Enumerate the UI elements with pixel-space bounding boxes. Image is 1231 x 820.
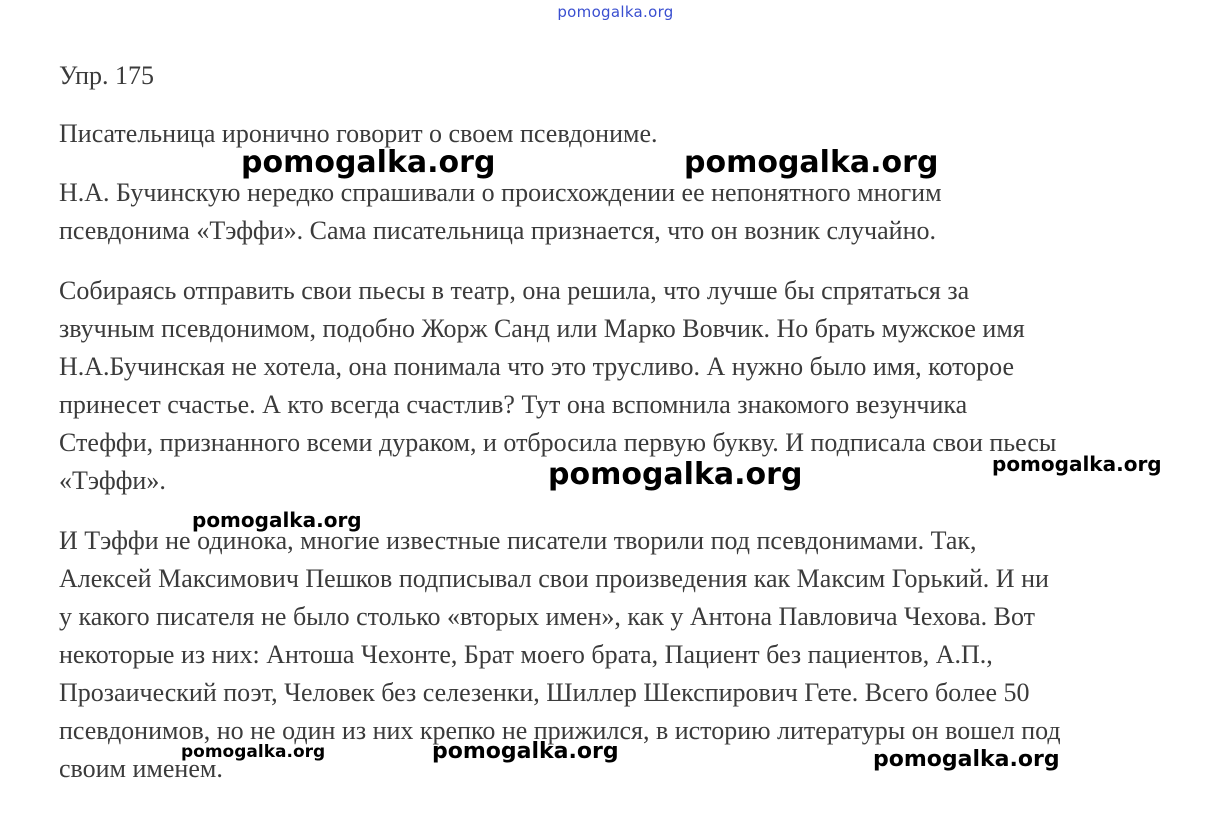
paragraph-line: Писательница иронично говорит о своем псевдониме. [59,119,658,148]
watermark: pomogalka.org [192,508,362,532]
paragraph-line: Прозаический поэт, Человек без селезенки, Шиллер Шекспирович Гете. Всего более 50 [59,678,1030,707]
watermark: pomogalka.org [241,145,496,180]
paragraph-line: «Тэффи». [59,466,166,495]
header-watermark: pomogalka.org [557,3,674,21]
paragraph-line: Н.А.Бучинская не хотела, она понимала что это трусливо. А нужно было имя, которое [59,352,1015,381]
watermark: pomogalka.org [992,452,1162,476]
paragraph-line: Собираясь отправить свои пьесы в театр, она решила, что лучше бы спрятаться за [59,276,970,305]
paragraph-line: некоторые из них: Антоша Чехонте, Брат моего брата, Пациент без пациентов, А.П., [59,640,993,669]
watermark: pomogalka.org [181,742,326,762]
paragraph-line: И Тэффи не одинока, многие известные писатели творили под псевдонимами. Так, [59,526,977,555]
exercise-title: Упр. 175 [59,61,155,90]
watermark: pomogalka.org [548,457,803,492]
paragraph-line: звучным псевдонимом, подобно Жорж Санд или Марко Вовчик. Но брать мужское имя [59,314,1025,343]
paragraph-line: своим именем. [59,754,223,783]
watermark: pomogalka.org [873,747,1060,772]
paragraph-line: псевдонима «Тэффи». Сама писательница признается, что он возник случайно. [59,216,936,245]
watermark: pomogalka.org [432,739,619,764]
paragraph-line: Н.А. Бучинскую нередко спрашивали о происхождении ее непонятного многим [59,178,942,207]
paragraph-line: у какого писателя не было столько «вторых имен», как у Антона Павловича Чехова. Вот [59,602,1035,631]
paragraph-line: Алексей Максимович Пешков подписывал свои произведения как Максим Горький. И ни [59,564,1049,593]
watermark: pomogalka.org [684,145,939,180]
paragraph-line: Стеффи, признанного всеми дураком, и отбросила первую букву. И подписала свои пьесы [59,428,1057,457]
paragraph-line: псевдонимов, но не один из них крепко не прижился, в историю литературы он вошел под [59,716,1061,745]
paragraph-line: принесет счастье. А кто всегда счастлив? Тут она вспомнила знакомого везунчика [59,390,968,419]
